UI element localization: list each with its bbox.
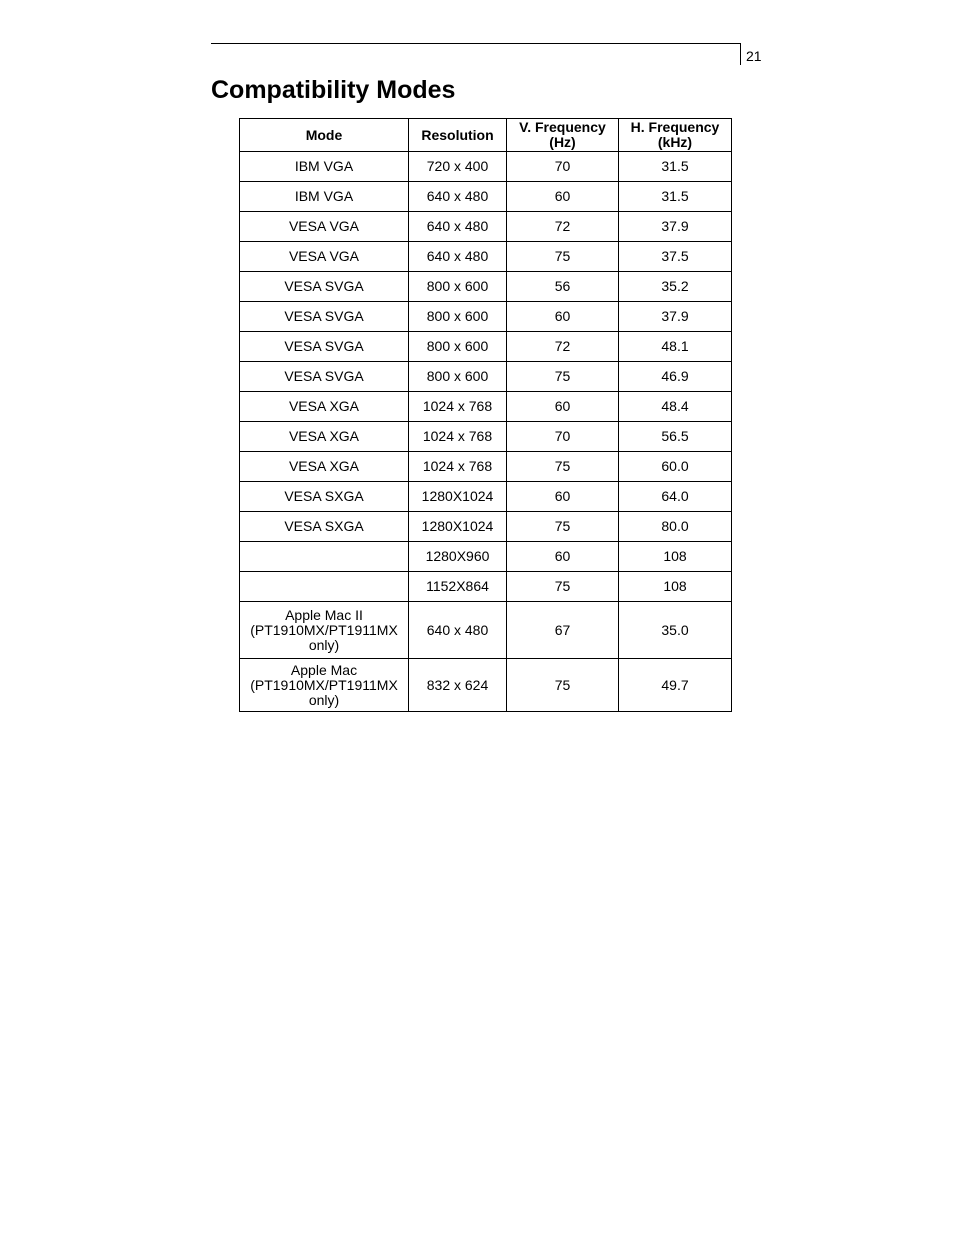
cell-mode bbox=[240, 542, 409, 572]
cell-resolution: 640 x 480 bbox=[409, 182, 507, 212]
cell-v-frequency: 75 bbox=[507, 362, 619, 392]
cell-v-frequency: 70 bbox=[507, 152, 619, 182]
column-header-resolution: Resolution bbox=[409, 119, 507, 152]
cell-mode: VESA VGA bbox=[240, 242, 409, 272]
cell-v-frequency: 60 bbox=[507, 482, 619, 512]
cell-mode: VESA VGA bbox=[240, 212, 409, 242]
table-row bbox=[240, 182, 732, 212]
table-row bbox=[240, 482, 732, 512]
cell-v-frequency: 60 bbox=[507, 392, 619, 422]
cell-mode: VESA SXGA bbox=[240, 512, 409, 542]
cell-h-frequency: 37.5 bbox=[619, 242, 732, 272]
cell-resolution: 1280X1024 bbox=[409, 482, 507, 512]
cell-h-frequency: 31.5 bbox=[619, 182, 732, 212]
cell-mode: Apple Mac (PT1910MX/PT1911MX only) bbox=[240, 659, 409, 712]
cell-mode: IBM VGA bbox=[240, 152, 409, 182]
cell-v-frequency: 67 bbox=[507, 602, 619, 659]
column-header-h-frequency: H. Frequency (kHz) bbox=[619, 119, 732, 152]
column-header-v-frequency: V. Frequency (Hz) bbox=[507, 119, 619, 152]
cell-resolution: 832 x 624 bbox=[409, 659, 507, 712]
cell-resolution: 1280X1024 bbox=[409, 512, 507, 542]
cell-mode: VESA XGA bbox=[240, 452, 409, 482]
table-row bbox=[240, 332, 732, 362]
table-row bbox=[240, 272, 732, 302]
cell-v-frequency: 60 bbox=[507, 182, 619, 212]
cell-mode: VESA SVGA bbox=[240, 332, 409, 362]
cell-resolution: 800 x 600 bbox=[409, 332, 507, 362]
table-row bbox=[240, 542, 732, 572]
compatibility-modes-table bbox=[239, 118, 732, 712]
table-row bbox=[240, 362, 732, 392]
cell-resolution: 1024 x 768 bbox=[409, 452, 507, 482]
table-row bbox=[240, 422, 732, 452]
cell-mode bbox=[240, 572, 409, 602]
cell-v-frequency: 75 bbox=[507, 512, 619, 542]
cell-resolution: 800 x 600 bbox=[409, 272, 507, 302]
table-row bbox=[240, 302, 732, 332]
table-row bbox=[240, 572, 732, 602]
cell-mode: Apple Mac II (PT1910MX/PT1911MX only) bbox=[240, 602, 409, 659]
page-title: Compatibility Modes bbox=[211, 76, 456, 104]
cell-h-frequency: 35.0 bbox=[619, 602, 732, 659]
table-row bbox=[240, 602, 732, 659]
header-divider bbox=[740, 43, 741, 65]
cell-v-frequency: 75 bbox=[507, 242, 619, 272]
cell-v-frequency: 75 bbox=[507, 659, 619, 712]
cell-v-frequency: 60 bbox=[507, 542, 619, 572]
cell-h-frequency: 56.5 bbox=[619, 422, 732, 452]
cell-h-frequency: 108 bbox=[619, 572, 732, 602]
cell-mode: VESA SXGA bbox=[240, 482, 409, 512]
cell-h-frequency: 108 bbox=[619, 542, 732, 572]
cell-mode: VESA XGA bbox=[240, 392, 409, 422]
cell-v-frequency: 72 bbox=[507, 212, 619, 242]
table-header-row bbox=[240, 119, 732, 152]
cell-h-frequency: 37.9 bbox=[619, 212, 732, 242]
cell-resolution: 1024 x 768 bbox=[409, 392, 507, 422]
cell-mode: VESA XGA bbox=[240, 422, 409, 452]
table-row bbox=[240, 659, 732, 712]
cell-v-frequency: 60 bbox=[507, 302, 619, 332]
cell-resolution: 720 x 400 bbox=[409, 152, 507, 182]
cell-h-frequency: 46.9 bbox=[619, 362, 732, 392]
cell-resolution: 800 x 600 bbox=[409, 302, 507, 332]
cell-mode: VESA SVGA bbox=[240, 362, 409, 392]
cell-resolution: 640 x 480 bbox=[409, 212, 507, 242]
cell-h-frequency: 80.0 bbox=[619, 512, 732, 542]
table-row bbox=[240, 152, 732, 182]
cell-resolution: 1280X960 bbox=[409, 542, 507, 572]
column-header-mode: Mode bbox=[240, 119, 409, 152]
cell-resolution: 1024 x 768 bbox=[409, 422, 507, 452]
cell-v-frequency: 70 bbox=[507, 422, 619, 452]
header-rule bbox=[211, 43, 741, 44]
cell-mode: IBM VGA bbox=[240, 182, 409, 212]
cell-h-frequency: 35.2 bbox=[619, 272, 732, 302]
table-row bbox=[240, 212, 732, 242]
cell-h-frequency: 60.0 bbox=[619, 452, 732, 482]
cell-v-frequency: 75 bbox=[507, 572, 619, 602]
cell-v-frequency: 56 bbox=[507, 272, 619, 302]
table-row bbox=[240, 392, 732, 422]
cell-h-frequency: 31.5 bbox=[619, 152, 732, 182]
page-number: 21 bbox=[746, 48, 762, 64]
cell-v-frequency: 72 bbox=[507, 332, 619, 362]
table-row bbox=[240, 512, 732, 542]
cell-resolution: 640 x 480 bbox=[409, 242, 507, 272]
table-row bbox=[240, 242, 732, 272]
cell-mode: VESA SVGA bbox=[240, 302, 409, 332]
cell-resolution: 1152X864 bbox=[409, 572, 507, 602]
cell-mode: VESA SVGA bbox=[240, 272, 409, 302]
cell-h-frequency: 48.4 bbox=[619, 392, 732, 422]
cell-resolution: 640 x 480 bbox=[409, 602, 507, 659]
table-row bbox=[240, 452, 732, 482]
cell-h-frequency: 64.0 bbox=[619, 482, 732, 512]
cell-h-frequency: 37.9 bbox=[619, 302, 732, 332]
cell-v-frequency: 75 bbox=[507, 452, 619, 482]
cell-h-frequency: 49.7 bbox=[619, 659, 732, 712]
cell-resolution: 800 x 600 bbox=[409, 362, 507, 392]
cell-h-frequency: 48.1 bbox=[619, 332, 732, 362]
